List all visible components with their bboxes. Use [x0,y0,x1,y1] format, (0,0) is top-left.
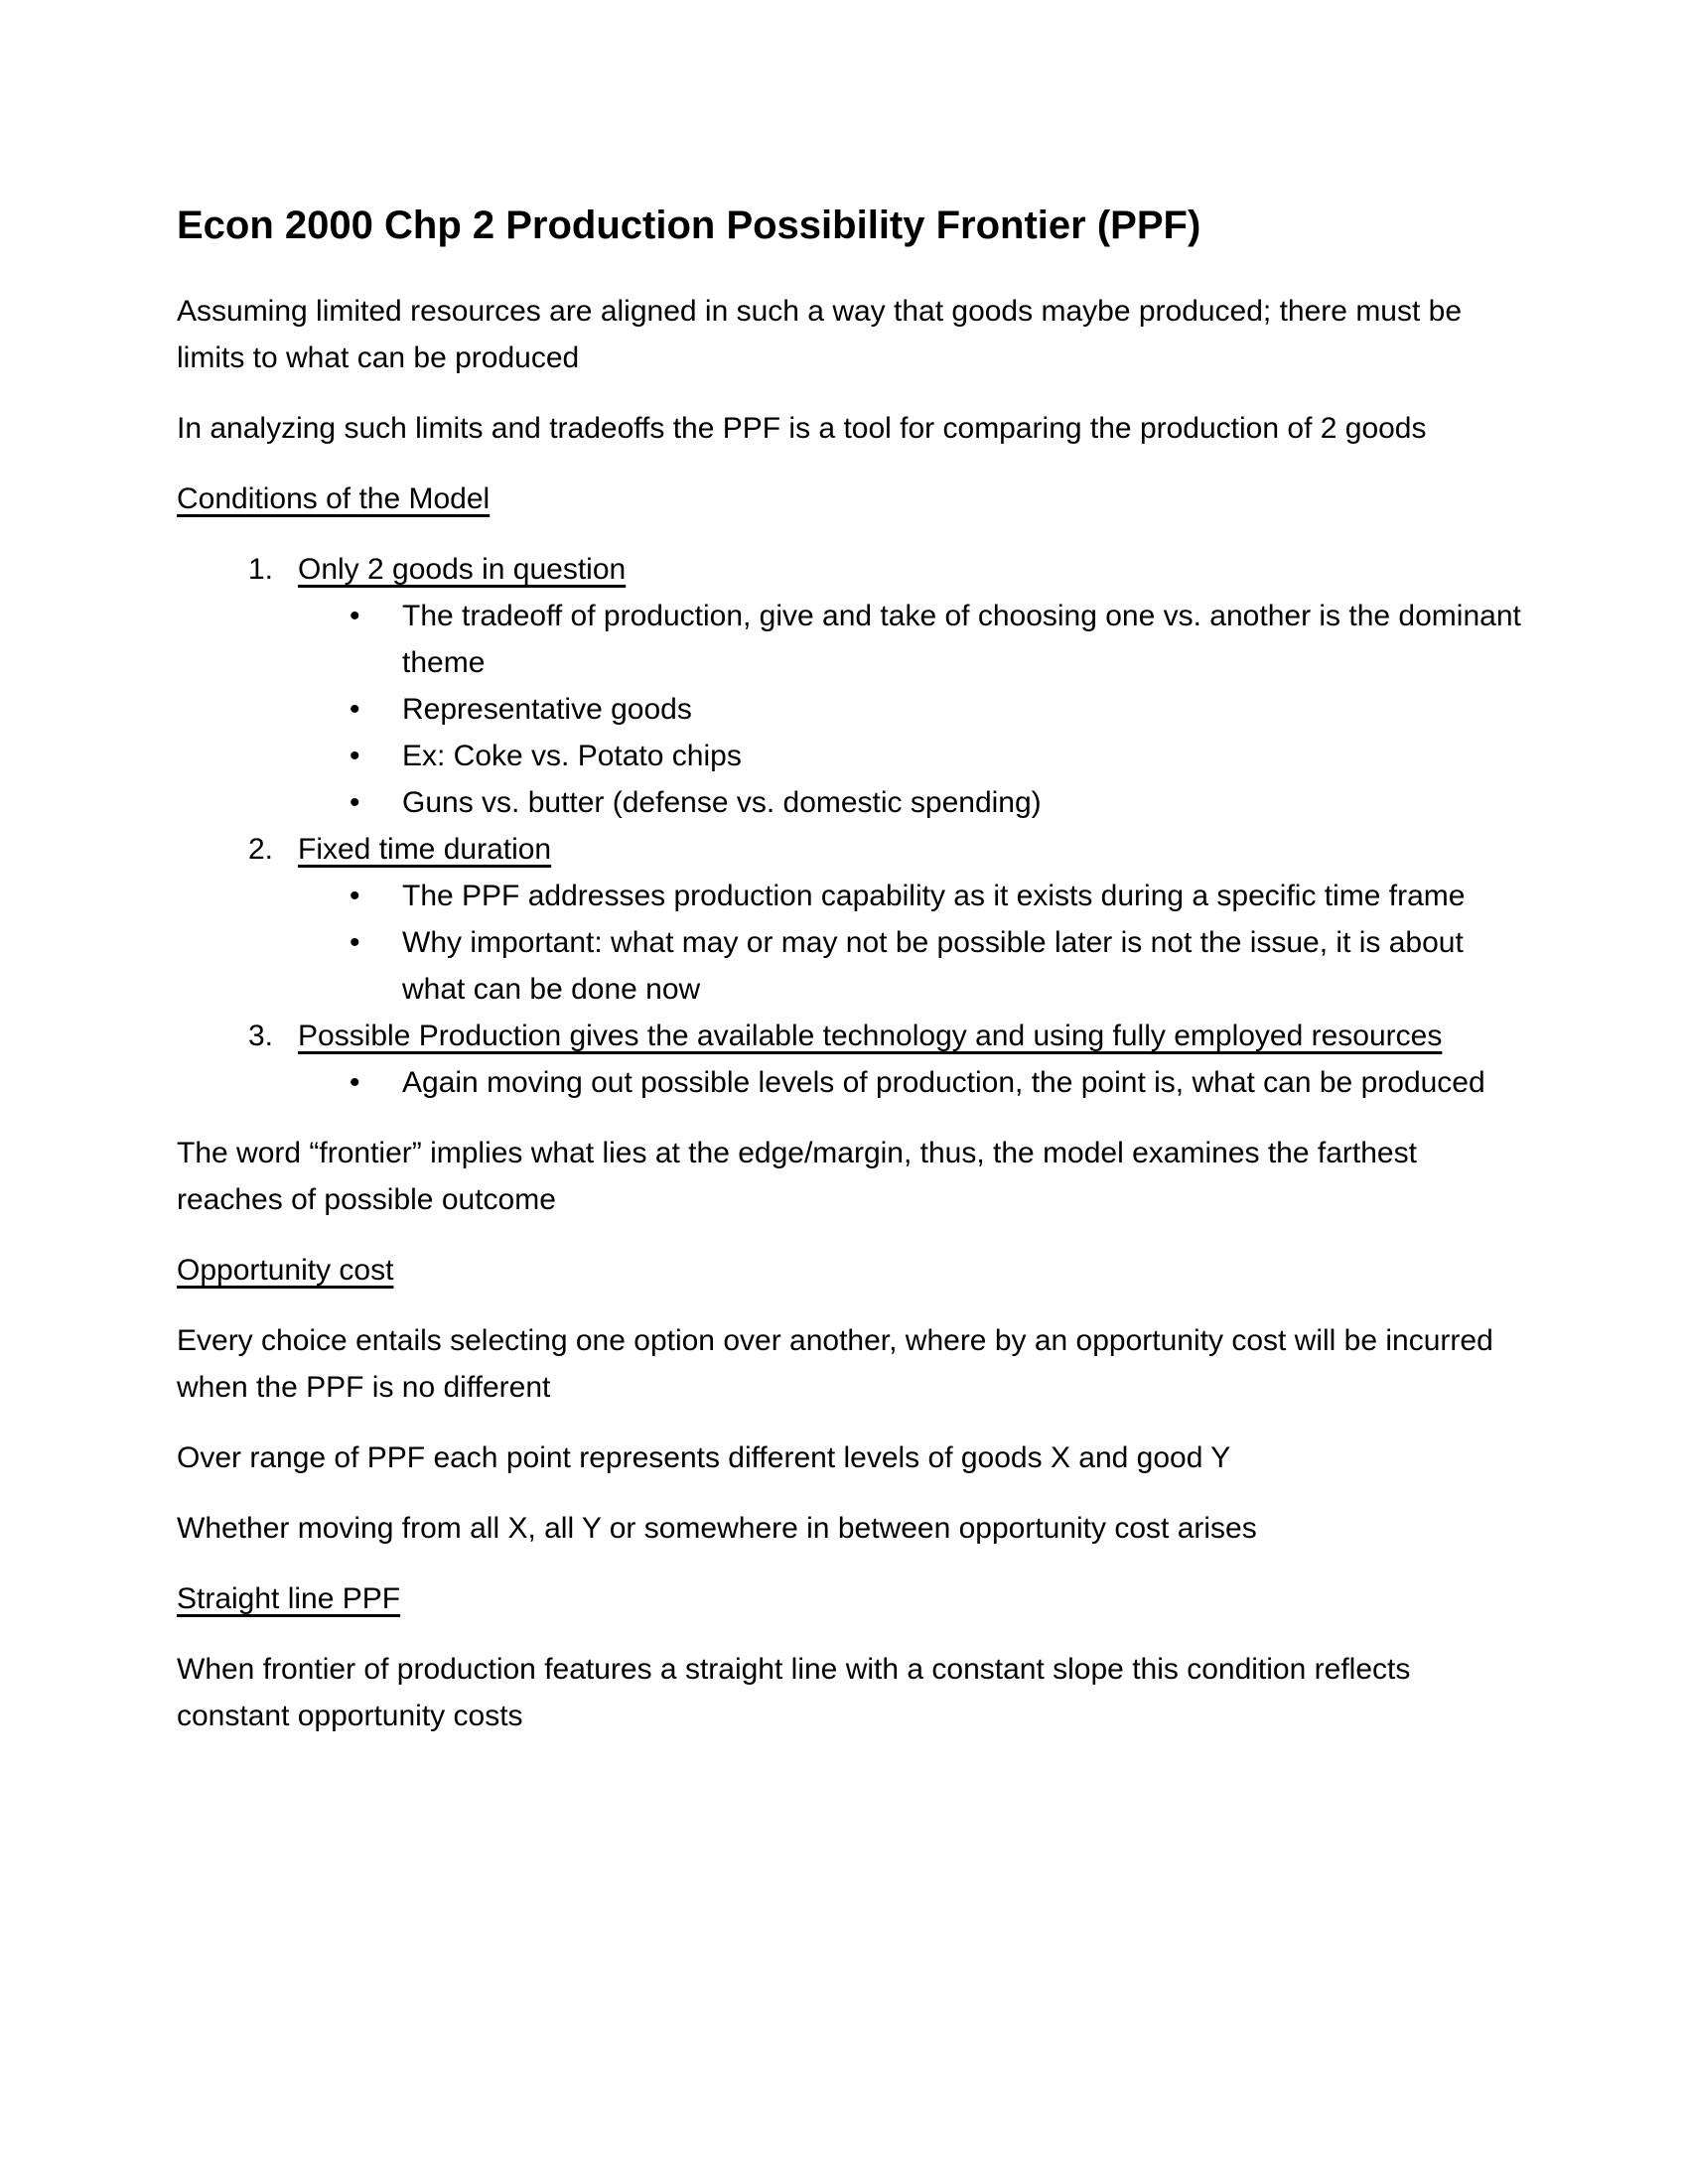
bullet-item [177,1059,1522,1106]
conditions-list [177,546,1522,1106]
bullet-icon: • [350,880,360,912]
item-number: 2. [248,833,274,866]
bullet-text: Again moving out possible levels of production, the point is, what can be produced [402,1066,1485,1099]
item-label-text: Possible Production gives the available technology and using fully employed resources [298,1020,1443,1052]
item-label-text: Fixed time duration [298,833,552,866]
bullet-item [177,919,1522,1013]
opportunity-paragraph-3: Whether moving from all X, all Y or somewhere in between opportunity cost arises [177,1512,1257,1545]
frontier-paragraph: The word “frontier” implies what lies at the edge/margin, thus, the model examines the farthest reaches of possible outcome [177,1137,1417,1216]
item-label-text: Only 2 goods in question [298,553,627,586]
opportunity-cost-heading-text: Opportunity cost [177,1254,394,1287]
opportunity-cost-heading [177,1247,1522,1294]
intro-paragraph-2: In analyzing such limits and tradeoffs the PPF is a tool for comparing the production of 2 goods [177,412,1427,445]
numbered-item-1 [177,546,1522,593]
conditions-heading-text: Conditions of the Model [177,482,491,515]
item-label [298,826,1522,873]
bullet-text: Guns vs. butter (defense vs. domestic spending) [402,786,1042,819]
bullet-text: Ex: Coke vs. Potato chips [402,740,742,772]
bullet-item [177,593,1522,686]
straight-line-heading [177,1575,1522,1622]
bullet-item [177,779,1522,826]
bullet-item [177,686,1522,733]
bullet-icon: • [350,740,360,772]
page-title: Econ 2000 Chp 2 Production Possibility Frontier (PPF) [177,204,1201,247]
conditions-heading [177,476,1522,522]
bullet-text: The tradeoff of production, give and take of choosing one vs. another is the dominant theme [402,600,1521,679]
bullet-text: Why important: what may or may not be possible later is not the issue, it is about what can be done now [402,926,1464,1006]
opportunity-paragraph-1: Every choice entails selecting one option over another, where by an opportunity cost will be incurred when the PPF is no different [177,1324,1493,1404]
bullet-text: The PPF addresses production capability as it exists during a specific time frame [402,880,1466,912]
bullet-icon: • [350,926,360,959]
bullet-icon: • [350,1066,360,1099]
bullet-text: Representative goods [402,693,692,726]
bullet-icon: • [350,600,360,632]
bullet-item [177,733,1522,779]
numbered-item-3 [177,1013,1522,1059]
item-number: 3. [248,1020,274,1052]
intro-paragraph-1: Assuming limited resources are aligned in such a way that goods maybe produced; there must be limits to what can be produced [177,295,1463,374]
numbered-item-2 [177,826,1522,873]
item-number: 1. [248,553,274,586]
item-label [298,546,1522,593]
opportunity-paragraph-2: Over range of PPF each point represents different levels of goods X and good Y [177,1441,1231,1474]
bullet-icon: • [350,786,360,819]
bullet-icon: • [350,693,360,726]
straight-line-paragraph: When frontier of production features a straight line with a constant slope this condition reflects constant opportunity costs [177,1653,1411,1732]
item-label [298,1013,1522,1059]
straight-line-heading-text: Straight line PPF [177,1582,401,1615]
bullet-item [177,873,1522,919]
